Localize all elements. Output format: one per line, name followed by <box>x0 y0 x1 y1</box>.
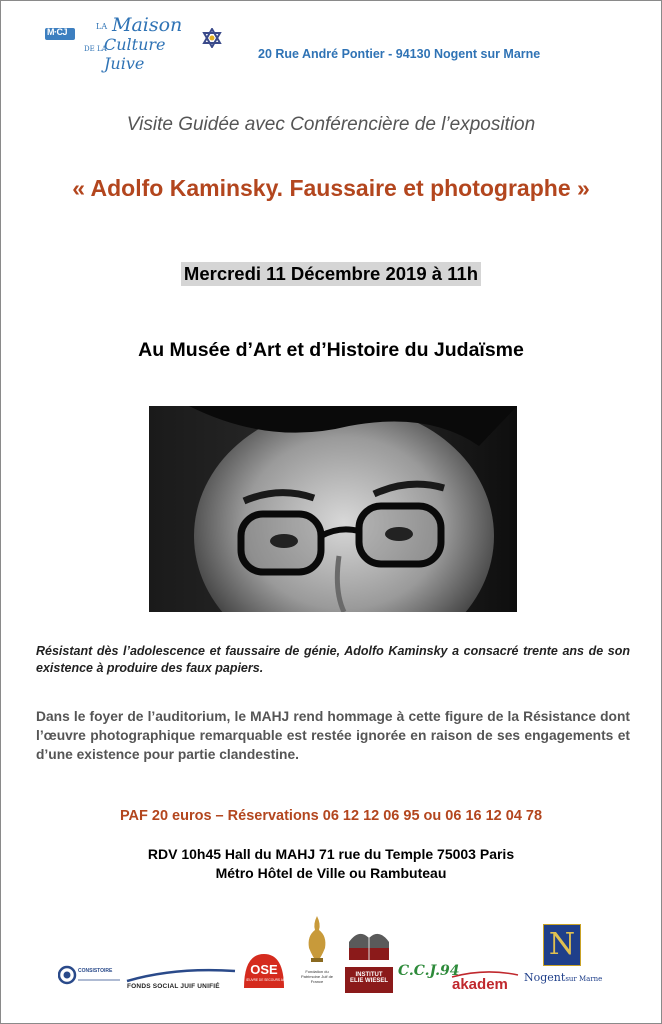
nogent-suffix: sur Marne <box>565 975 603 983</box>
logo-dela: DE LA <box>84 45 107 53</box>
nogent-text: Nogent <box>524 971 566 984</box>
fsju-logo <box>125 965 237 995</box>
intro-text: Résistant dès l’adolescence et faussaire de génie, Adolfo Kaminsky a consacré trente ans de son existence à produire des faux papiers. <box>36 644 630 675</box>
event-venue: Au Musée d’Art et d’Histoire du Judaïsme <box>138 339 524 361</box>
header <box>40 14 640 73</box>
price-reservation: PAF 20 euros – Réservations 06 12 12 06 95 ou 06 16 12 04 78 <box>119 808 543 824</box>
star-of-david-icon <box>202 28 222 48</box>
meeting-point <box>0 845 662 883</box>
mcj-logo <box>45 22 75 44</box>
akadem-text: akadem <box>452 976 508 993</box>
ose-caption: ŒUVRE DE SECOURS AUX ENFANTS <box>246 978 303 982</box>
meeting-address: RDV 10h45 Hall du MAHJ 71 rue du Temple 75003 Paris <box>147 846 515 862</box>
logo-maison: Maison <box>112 14 183 36</box>
portrait-photo <box>149 406 517 612</box>
fondation-patrimoine-logo <box>301 914 333 994</box>
consistoire-text: CONSISTOIRE <box>78 968 113 974</box>
nogent-sur-marne-logo <box>524 924 602 984</box>
logo-culture-juive: Culture Juive <box>104 35 166 73</box>
ccj-text: C.C.J.94 <box>398 963 460 979</box>
institut-line1: INSTITUT <box>355 972 383 978</box>
portrait-illustration <box>149 406 517 612</box>
partner-logos <box>0 900 662 1024</box>
fsju-text: FONDS SOCIAL JUIF UNIFIÉ <box>127 983 220 990</box>
institut-elie-wiesel-logo <box>345 922 393 990</box>
ose-text: OSE <box>250 962 278 977</box>
mcj-logo-text: M·CJ <box>47 27 67 37</box>
event-subtitle: Visite Guidée avec Conférencière de l’exposition <box>126 114 536 135</box>
nogent-letter: N <box>548 927 576 962</box>
event-title: « Adolfo Kaminsky. Faussaire et photographe » <box>72 175 590 201</box>
ose-logo <box>240 950 303 990</box>
institut-line2: ELIE WIESEL <box>349 978 388 984</box>
akadem-logo <box>450 970 520 992</box>
date-wrapper <box>0 262 662 286</box>
description-paragraph: Dans le foyer de l’auditorium, le MAHJ rend hommage à cette figure de la Résistance dont l’œuvre photographique remarquable est restée ignorée en raison de ses engagements et d’une existence pour partie clandestine. <box>36 709 630 762</box>
ccj94-logo <box>398 962 460 986</box>
maison-culture-juive-logo <box>84 14 204 73</box>
metro-info: Métro Hôtel de Ville ou Rambuteau <box>215 865 447 881</box>
event-date: Mercredi 11 Décembre 2019 à 11h <box>181 262 481 286</box>
logo-la: LA <box>96 22 108 31</box>
fondation-text: Fondation du Patrimoine Juif de France <box>301 969 334 984</box>
consistoire-logo <box>58 964 123 986</box>
address: 20 Rue André Pontier - 94130 Nogent sur Marne <box>258 47 541 61</box>
